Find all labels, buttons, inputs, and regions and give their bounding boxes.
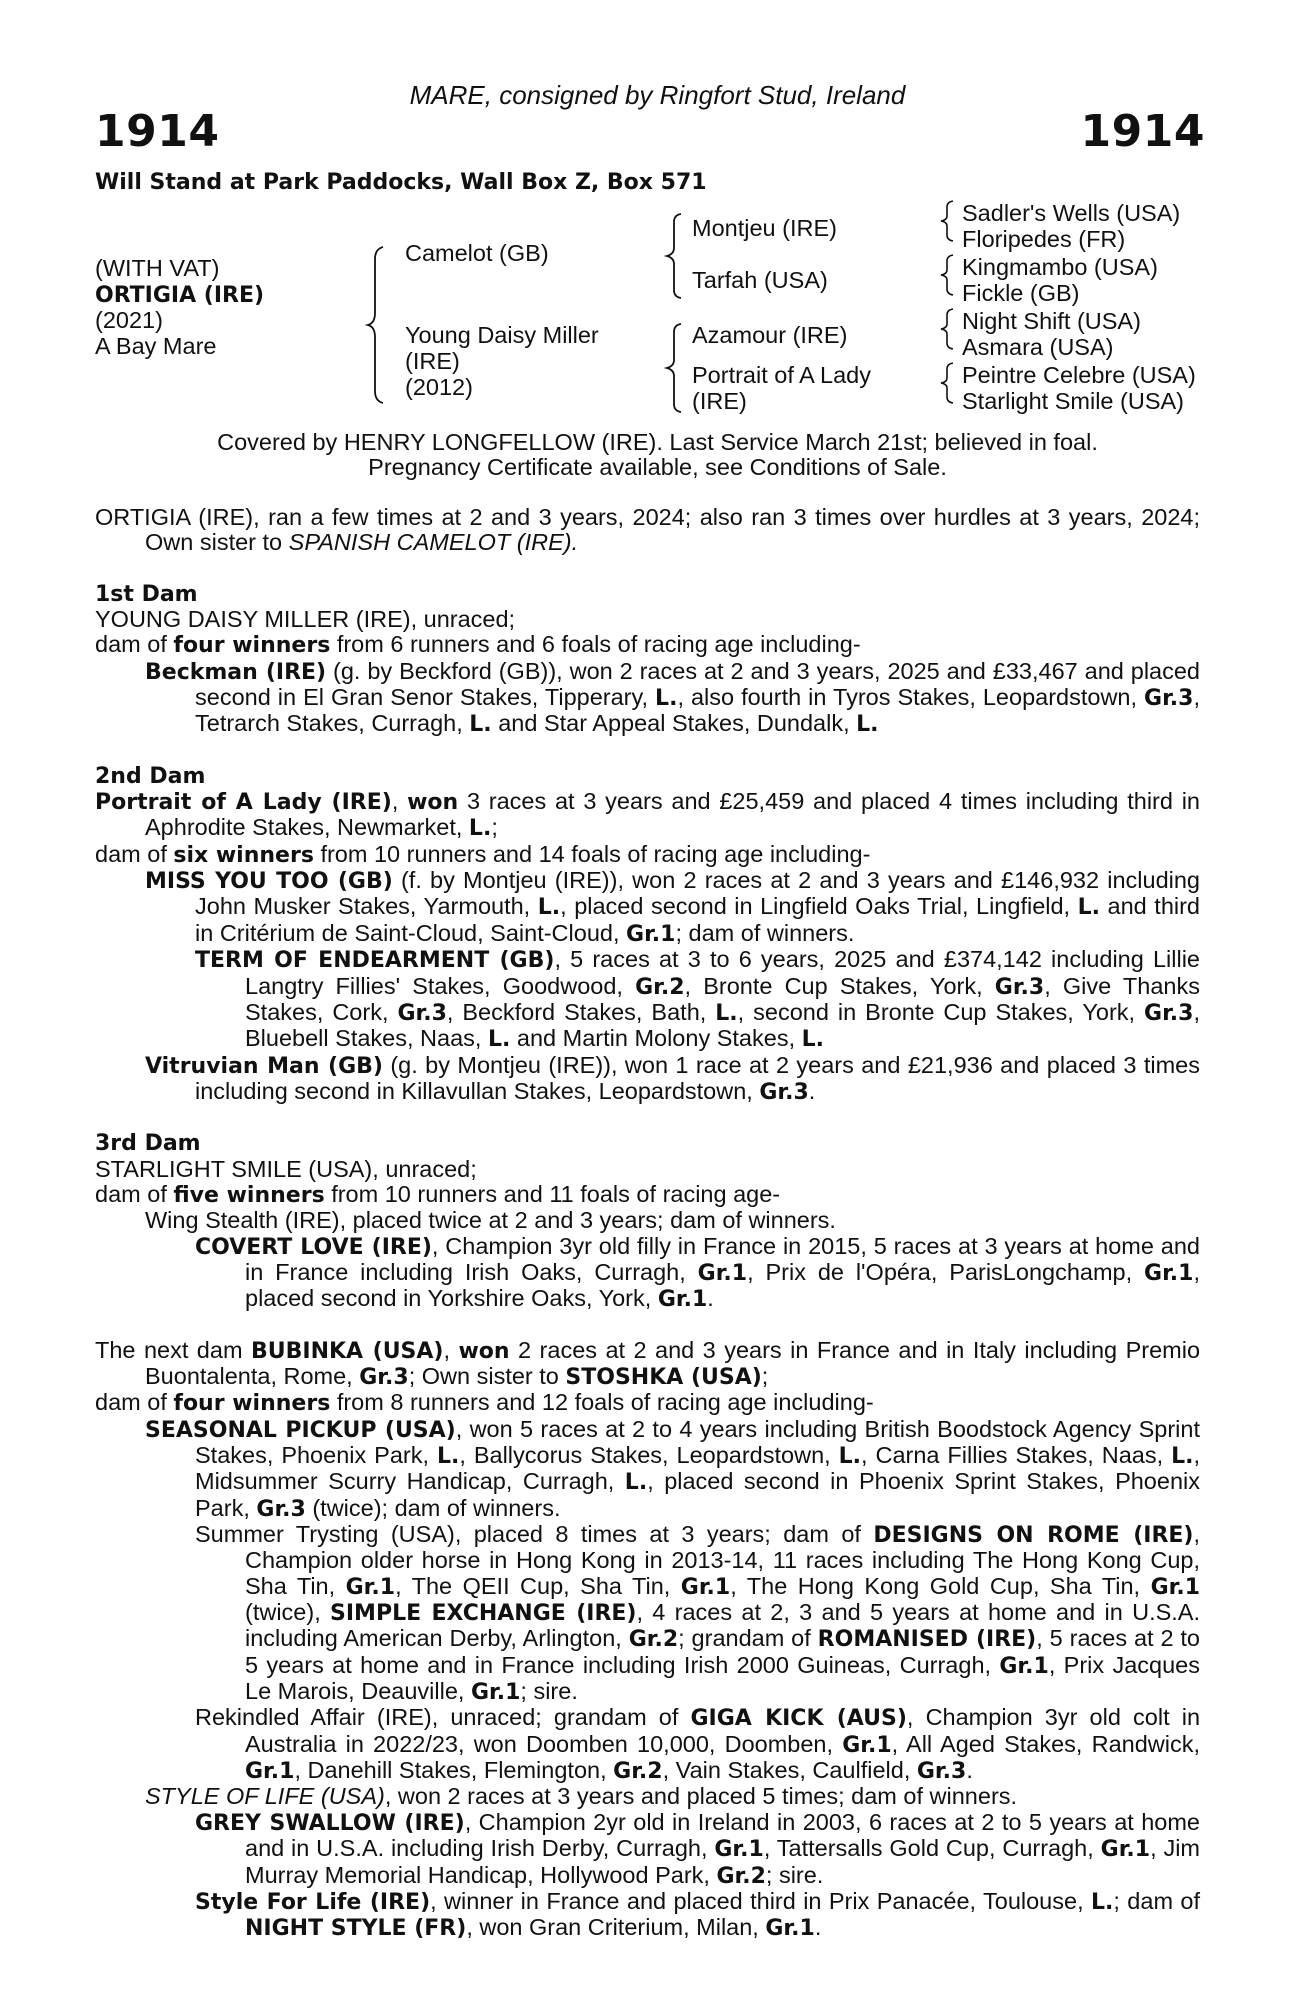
vat-note: (WITH VAT) (95, 255, 220, 281)
style-of-life-entry: STYLE OF LIFE (USA), won 2 races at 3 years and placed 5 times; dam of winners. (145, 1783, 1018, 1810)
summer-trysting-entry: Summer Trysting (USA), placed 8 times at 3 years; dam of DESIGNS ON ROME (IRE), Champion older horse in Hong Kong in 2013-14, 11 races including The Hong Kong Cup, Sha Tin, Gr.1, The QEII Cup, Sha Tin, Gr.1, The Hong Kong Gold Cup, Sha Tin, Gr.1 (twice), SIMPLE EXCHANGE (IRE), 4 races at 2, 3 and 5 years at home and in U.S.A. including American Derby, Arlington, Gr.2; grandam of ROMANISED (IRE), 5 races at 2 to 5 years at home and in France including Irish 2000 Guineas, Curragh, Gr.1, Prix Jacques Le Marois, Deauville, Gr.1; sire. (195, 1521, 1201, 1706)
style-for-life-entry: Style For Life (IRE), winner in France and placed third in Prix Panacée, Toulouse, L.; dam of NIGHT STYLE (FR), won Gran Criterium, Milan, Gr.1. (195, 1887, 1201, 1942)
pedigree-gen3-1: Sadler's Wells (USA) (962, 200, 1181, 226)
covering-notice (0, 430, 1315, 480)
second-dam-heading: 2nd Dam (95, 763, 206, 789)
third-dam-line: STARLIGHT SMILE (USA), unraced; (95, 1155, 477, 1182)
term-of-endearment-entry: TERM OF ENDEARMENT (GB), 5 races at 3 to 6 years, 2025 and £374,142 including Lillie Langtry Fillies' Stakes, Goodwood, Gr.2, Bronte Cup Stakes, York, Gr.3, Give Thanks Stakes, Cork, Gr.3, Beckford Stakes, Bath, L., second in Bronte Cup Stakes, York, Gr.3, Bluebell Stakes, Naas, L. and Martin Molony Stakes, L. (195, 946, 1200, 1053)
covert-love-entry: COVERT LOVE (IRE), Champion 3yr old filly in France in 2015, 5 races at 3 years at home and in France including Irish Oaks, Curragh, Gr.1, Prix de l'Opéra, ParisLongchamp, Gr.1, placed second in Yorkshire Oaks, York, Gr.1. (195, 1232, 1201, 1313)
pedigree-sire-dam: Tarfah (USA) (692, 267, 828, 293)
third-dam-produce: dam of five winners from 10 runners and 11 foals of racing age- (95, 1180, 781, 1208)
second-dam-line: Portrait of A Lady (IRE), won 3 races at 3 years and £25,459 and placed 4 times including third in Aphrodite Stakes, Newmarket, L.; (95, 788, 1200, 842)
second-dam-produce: dam of six winners from 10 runners and 14 foals of racing age including- (95, 840, 871, 868)
next-dam-line: The next dam BUBINKA (USA), won 2 races at 2 and 3 years in France and in Italy including Premio Buontalenta, Rome, Gr.3; Own sister to STOSHKA (USA); (95, 1336, 1201, 1390)
seasonal-pickup-entry: SEASONAL PICKUP (USA), won 5 races at 2 to 4 years including British Boodstock Agency Sprint Stakes, Phoenix Park, L., Ballycorus Stakes, Leopardstown, L., Carna Fillies Stakes, Naas, L., Midsummer Scurry Handicap, Curragh, L., placed second in Phoenix Sprint Stakes, Phoenix Park, Gr.3 (twice); dam of winners. (145, 1415, 1201, 1522)
intro-paragraph: ORTIGIA (IRE), ran a few times at 2 and 3 years, 2024; also ran 3 times over hurdles at 3 years, 2024; Own sister to SPANISH CAMELOT (IRE). (95, 504, 1200, 556)
pedigree-dam-line2: (IRE) (405, 348, 460, 374)
pedigree-brace-2b (664, 322, 686, 414)
first-dam-line: YOUNG DAISY MILLER (IRE), unraced; (95, 606, 516, 633)
wing-stealth-entry: Wing Stealth (IRE), placed twice at 2 and 3 years; dam of winners. (145, 1207, 836, 1234)
grey-swallow-entry: GREY SWALLOW (IRE), Champion 2yr old in Ireland in 2003, 6 races at 2 to 5 years at home and in U.S.A. including Irish Derby, Curragh, Gr.1, Tattersalls Gold Cup, Curragh, Gr.1, Jim Murray Memorial Handicap, Hollywood Park, Gr.2; sire. (195, 1808, 1201, 1889)
pedigree-brace-1 (365, 245, 389, 405)
pedigree-brace-3c (938, 307, 958, 351)
rekindled-affair-entry: Rekindled Affair (IRE), unraced; grandam of GIGA KICK (AUS), Champion 3yr old colt in Australia in 2022/23, won Doomben 10,000, Doomben, Gr.1, All Aged Stakes, Randwick, Gr.1, Danehill Stakes, Flemington, Gr.2, Vain Stakes, Caulfield, Gr.3. (195, 1704, 1201, 1785)
consignment-line: MARE, consigned by Ringfort Stud, Ireland (409, 80, 906, 110)
pedigree-dam-line1: Young Daisy Miller (405, 322, 599, 348)
covering-line2: Pregnancy Certificate available, see Conditions of Sale. (368, 454, 947, 480)
pedigree-gen3-7: Peintre Celebre (USA) (962, 362, 1196, 388)
pedigree-gen3-3: Kingmambo (USA) (962, 254, 1158, 280)
pedigree-sire: Camelot (GB) (405, 240, 549, 266)
pedigree-gen3-4: Fickle (GB) (962, 280, 1080, 306)
pedigree-brace-3b (938, 253, 958, 297)
catalogue-body (95, 505, 1200, 1942)
miss-you-too-entry: MISS YOU TOO (GB) (f. by Montjeu (IRE)), won 2 races at 2 and 3 years and £146,932 including John Musker Stakes, Yarmouth, L., placed second in Lingfield Oaks Trial, Lingfield, L. and third in Critérium de Saint-Cloud, Saint-Cloud, Gr.1; dam of winners. (145, 867, 1201, 947)
beckman-entry: Beckman (IRE) (g. by Beckford (GB)), won 2 races at 2 and 3 years, 2025 and £33,467 and placed second in El Gran Senor Stakes, Tipperary, L., also fourth in Tyros Stakes, Leopardstown, Gr.3, Tetrarch Stakes, Curragh, L. and Star Appeal Stakes, Dundalk, L. (145, 657, 1200, 738)
pedigree-brace-2a (664, 212, 686, 300)
stand-location: Will Stand at Park Paddocks, Wall Box Z, Box 571 (95, 170, 707, 195)
pedigree-sire-sire: Montjeu (IRE) (692, 215, 837, 241)
horse-description: A Bay Mare (95, 333, 217, 359)
next-dam-produce: dam of four winners from 8 runners and 12 foals of racing age including- (95, 1389, 874, 1417)
pedigree-dam-dam-line1: Portrait of A Lady (692, 362, 871, 388)
pedigree-dam-sire: Azamour (IRE) (692, 322, 848, 348)
pedigree-gen3-2: Floripedes (FR) (962, 226, 1126, 252)
pedigree-brace-3d (938, 361, 958, 405)
horse-year: (2021) (95, 307, 163, 333)
first-dam-produce: dam of four winners from 6 runners and 6 foals of racing age including- (95, 631, 861, 659)
pedigree-dam-line3: (2012) (405, 374, 473, 400)
pedigree-gen3-5: Night Shift (USA) (962, 308, 1141, 334)
third-dam-heading: 3rd Dam (95, 1131, 201, 1157)
lot-number-left: 1914 (95, 106, 220, 157)
covering-line1: Covered by HENRY LONGFELLOW (IRE). Last Service March 21st; believed in foal. (217, 429, 1098, 455)
horse-name: ORTIGIA (IRE) (95, 283, 265, 308)
pedigree-gen3-8: Starlight Smile (USA) (962, 388, 1184, 414)
pedigree-gen3-6: Asmara (USA) (962, 334, 1114, 360)
lot-number-right: 1914 (1080, 106, 1205, 157)
first-dam-heading: 1st Dam (95, 581, 198, 607)
pedigree-brace-3a (938, 199, 958, 243)
pedigree-dam-dam-line2: (IRE) (692, 388, 747, 414)
vitruvian-man-entry: Vitruvian Man (GB) (g. by Montjeu (IRE)), won 1 race at 2 years and £21,936 and placed 3 times including second in Killavullan Stakes, Leopardstown, Gr.3. (145, 1051, 1200, 1105)
